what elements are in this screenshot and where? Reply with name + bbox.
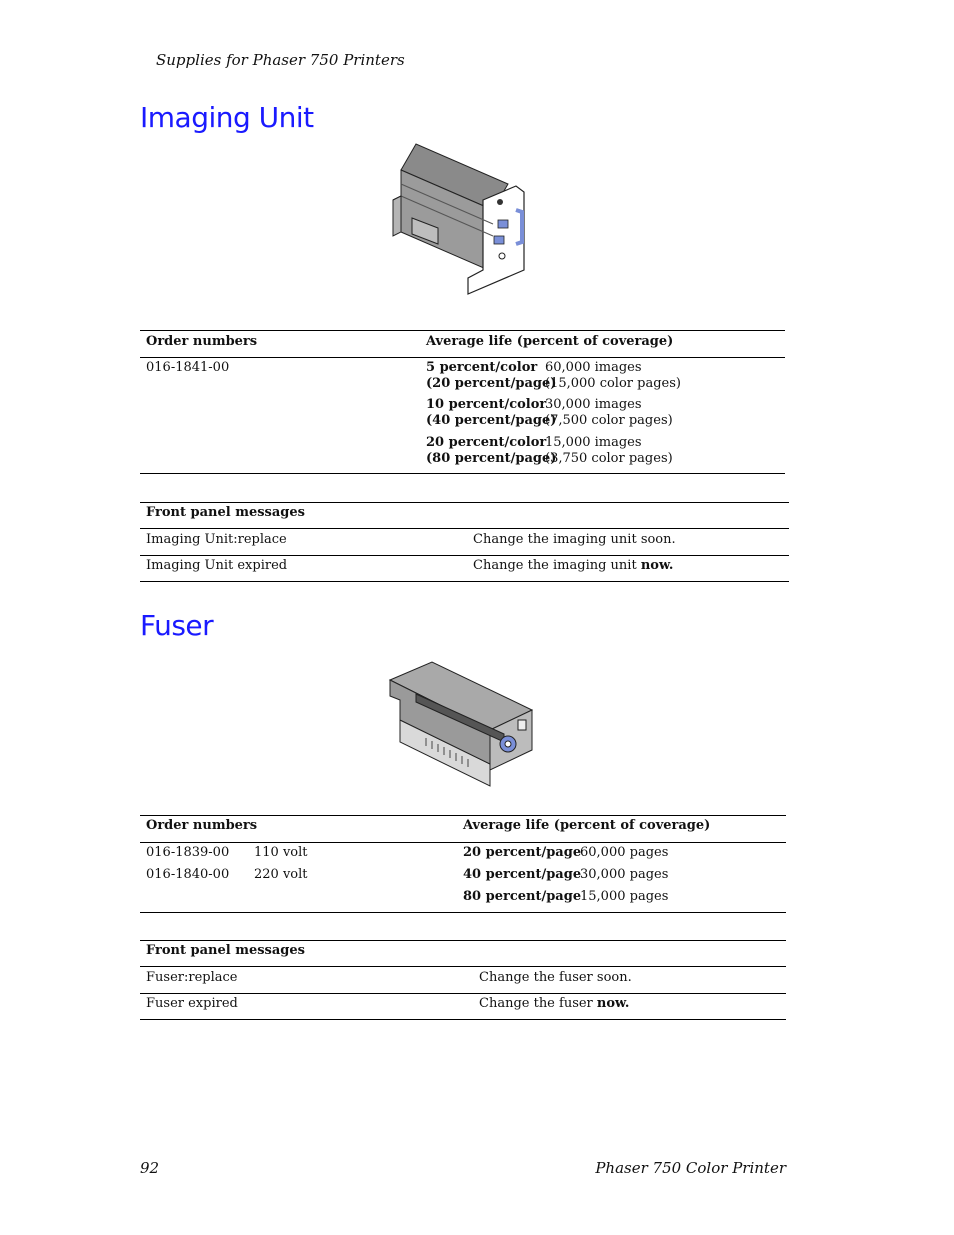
message-text: Fuser expired bbox=[146, 996, 238, 1011]
order-numbers-header: Order numbers bbox=[146, 818, 258, 833]
order-numbers-header: Order numbers bbox=[146, 334, 258, 349]
order-number: 016-1840-00 bbox=[146, 867, 230, 882]
table-rule bbox=[140, 581, 789, 582]
table-rule bbox=[140, 528, 789, 529]
table-rule bbox=[140, 555, 789, 556]
coverage-label: 5 percent/color bbox=[426, 360, 538, 375]
imaging-unit-title: Imaging Unit bbox=[140, 101, 314, 134]
front-panel-header: Front panel messages bbox=[146, 505, 305, 520]
coverage-label: 80 percent/page bbox=[463, 889, 582, 904]
action-text: Change the fuser bbox=[479, 996, 597, 1011]
life-value: 30,000 pages bbox=[580, 867, 669, 882]
action-emphasis: now. bbox=[596, 996, 630, 1011]
imaging-unit-illustration bbox=[388, 140, 530, 298]
fuser-title: Fuser bbox=[140, 609, 214, 642]
table-rule bbox=[140, 1019, 786, 1020]
order-number: 016-1841-00 bbox=[146, 360, 230, 375]
table-rule bbox=[140, 330, 785, 331]
message-text: Imaging Unit:replace bbox=[146, 532, 287, 547]
table-rule bbox=[140, 502, 789, 503]
message-action bbox=[473, 532, 676, 547]
voltage: 220 volt bbox=[254, 867, 308, 882]
life-value: (7,500 color pages) bbox=[545, 413, 673, 428]
life-value: (3,750 color pages) bbox=[545, 451, 673, 466]
message-action bbox=[479, 970, 632, 985]
coverage-label: 40 percent/page bbox=[463, 867, 582, 882]
coverage-label: (20 percent/page) bbox=[426, 376, 557, 391]
action-text: Change the imaging unit soon. bbox=[473, 532, 676, 547]
action-emphasis: now. bbox=[640, 558, 674, 573]
average-life-header: Average life (percent of coverage) bbox=[426, 334, 674, 349]
footer-product-name: Phaser 750 Color Printer bbox=[595, 1159, 786, 1177]
voltage: 110 volt bbox=[254, 845, 308, 860]
table-rule bbox=[140, 940, 786, 941]
page-number: 92 bbox=[140, 1159, 160, 1177]
table-rule bbox=[140, 966, 786, 967]
coverage-label: 20 percent/color bbox=[426, 435, 547, 450]
order-number: 016-1839-00 bbox=[146, 845, 230, 860]
coverage-label: (40 percent/page) bbox=[426, 413, 557, 428]
table-rule bbox=[140, 815, 786, 816]
message-action bbox=[473, 558, 673, 573]
table-rule bbox=[140, 473, 785, 474]
message-action bbox=[479, 996, 629, 1011]
life-value: 60,000 images bbox=[545, 360, 642, 375]
action-text: Change the imaging unit bbox=[473, 558, 641, 573]
life-value: 60,000 pages bbox=[580, 845, 669, 860]
fuser-illustration bbox=[386, 660, 538, 792]
life-value: (15,000 color pages) bbox=[545, 376, 681, 391]
action-text: Change the fuser soon. bbox=[479, 970, 632, 985]
message-text: Fuser:replace bbox=[146, 970, 238, 985]
average-life-header: Average life (percent of coverage) bbox=[463, 818, 711, 833]
message-text: Imaging Unit expired bbox=[146, 558, 288, 573]
front-panel-header: Front panel messages bbox=[146, 943, 305, 958]
running-head: Supplies for Phaser 750 Printers bbox=[156, 51, 405, 69]
table-rule bbox=[140, 842, 786, 843]
life-value: 30,000 images bbox=[545, 397, 642, 412]
table-rule bbox=[140, 912, 786, 913]
table-rule bbox=[140, 357, 785, 358]
coverage-label: (80 percent/page) bbox=[426, 451, 557, 466]
life-value: 15,000 images bbox=[545, 435, 642, 450]
life-value: 15,000 pages bbox=[580, 889, 669, 904]
coverage-label: 20 percent/page bbox=[463, 845, 582, 860]
table-rule bbox=[140, 993, 786, 994]
coverage-label: 10 percent/color bbox=[426, 397, 547, 412]
